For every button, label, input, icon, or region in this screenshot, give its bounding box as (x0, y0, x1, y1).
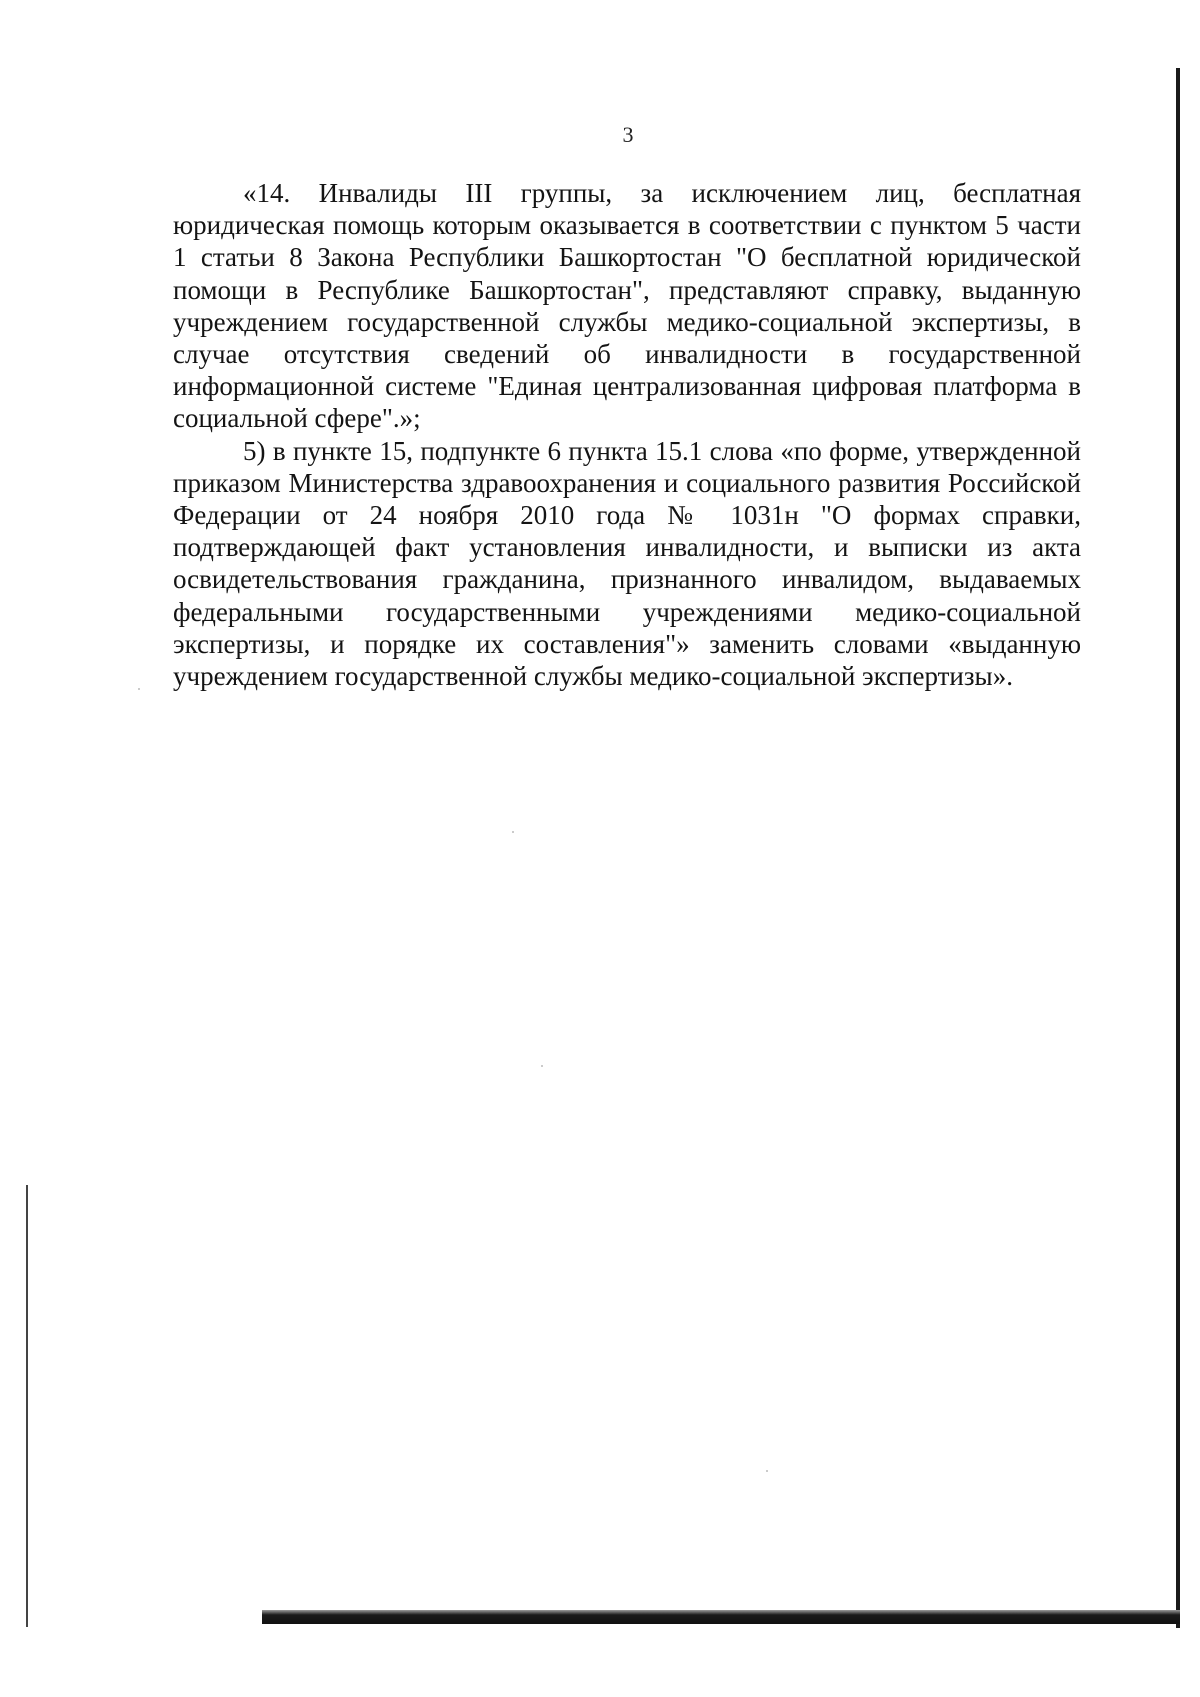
scan-speck (541, 1065, 543, 1067)
body-text (173, 177, 1081, 692)
paragraph-item-5: 5) в пункте 15, подпункте 6 пункта 15.1 слова «по форме, утвержденной приказом Министерства здравоохранения и социального развития Российской Федерации от 24 ноября 2010 года № 1031н "О формах справки, подтверждающей факт установления инвалидности, и выписки из акта освидетельствования гражданина, признанного инвалидом, выдаваемых федеральными государственными учреждениями медико-социальной экспертизы, и порядке их составления"» заменить словами «выданную учреждением государственной службы медико-социальной экспертизы». (173, 435, 1081, 692)
paragraph-item-14: «14. Инвалиды III группы, за исключением лиц, бесплатная юридическая помощь которым оказывается в соответствии с пунктом 5 части 1 статьи 8 Закона Республики Башкортостан "О бесплатной юридической помощи в Республике Башкортостан", представляют справку, выданную учреждением государственной службы медико-социальной экспертизы, в случае отсутствия сведений об инвалидности в государственной информационной системе "Единая централизованная цифровая платформа в социальной сфере".»; (173, 178, 1081, 434)
scan-border-left (26, 1185, 28, 1627)
scan-border-bottom (262, 1610, 1180, 1624)
scan-border-right (1176, 68, 1180, 1628)
scan-speck (512, 831, 514, 833)
scan-speck (766, 1470, 768, 1472)
scan-speck (138, 688, 140, 690)
page-number: 3 (622, 122, 634, 147)
